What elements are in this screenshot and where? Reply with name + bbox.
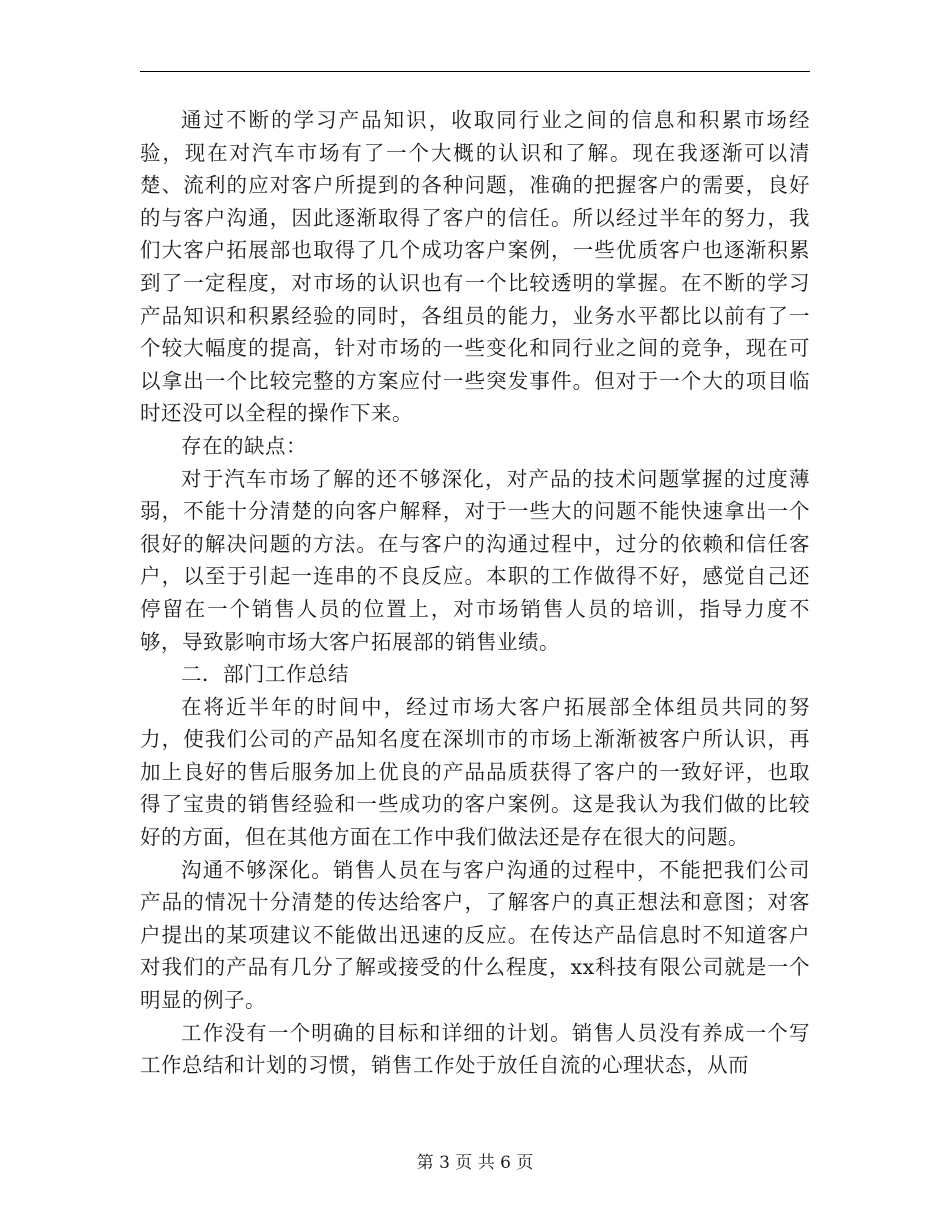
page-number-label: 第 3 页 共 6 页 [416,1153,534,1173]
paragraph-communication: 沟通不够深化。销售人员在与客户沟通的过程中，不能把我们公司产品的情况十分清楚的传达给客户，了解客户的真正想法和意图；对客户提出的某项建议不能做出迅速的反应。在传达产品信息时不知道客户对我们的产品有几分了解或接受的什么程度，xx科技有限公司就是一个明显的例子。 [140,857,810,1013]
paragraph-shortcomings-heading: 存在的缺点： [181,433,307,458]
header-rule [140,71,810,72]
paragraph-shortcomings: 对于汽车市场了解的还不够深化，对产品的技术问题掌握的过度薄弱，不能十分清楚的向客户解释，对于一些大的问题不能快速拿出一个很好的解决问题的方法。在与客户的沟通过程中，过分的依赖和信任客户，以至于引起一连串的不良反应。本职的工作做得不好，感觉自己还停留在一个销售人员的位置上，对市场销售人员的培训，指导力度不够，导致影响市场大客户拓展部的销售业绩。 [140,466,810,654]
page-footer [0,1151,950,1175]
section-heading-department-summary: 二．部门工作总结 [181,662,349,687]
paragraph-planning: 工作没有一个明确的目标和详细的计划。销售人员没有养成一个写工作总结和计划的习惯，销售工作处于放任自流的心理状态，从而 [140,1020,810,1078]
paragraph-summary: 通过不断的学习产品知识，收取同行业之间的信息和积累市场经验，现在对汽车市场有了一个大概的认识和了解。现在我逐渐可以清楚、流利的应对客户所提到的各种问题，准确的把握客户的需要，良好的与客户沟通，因此逐渐取得了客户的信任。所以经过半年的努力，我们大客户拓展部也取得了几个成功客户案例，一些优质客户也逐渐积累到了一定程度，对市场的认识也有一个比较透明的掌握。在不断的学习产品知识和积累经验的同时，各组员的能力，业务水平都比以前有了一个较大幅度的提高，针对市场的一些变化和同行业之间的竞争，现在可以拿出一个比较完整的方案应付一些突发事件。但对于一个大的项目临时还没可以全程的操作下来。 [140,108,810,426]
document-body [140,104,810,1082]
paragraph-department-summary: 在将近半年的时间中，经过市场大客户拓展部全体组员共同的努力，使我们公司的产品知名度在深圳市的市场上渐渐被客户所认识，再加上良好的售后服务加上优良的产品品质获得了客户的一致好评，也取得了宝贵的销售经验和一些成功的客户案例。这是我认为我们做的比较好的方面，但在其他方面在工作中我们做法还是存在很大的问题。 [140,694,810,850]
